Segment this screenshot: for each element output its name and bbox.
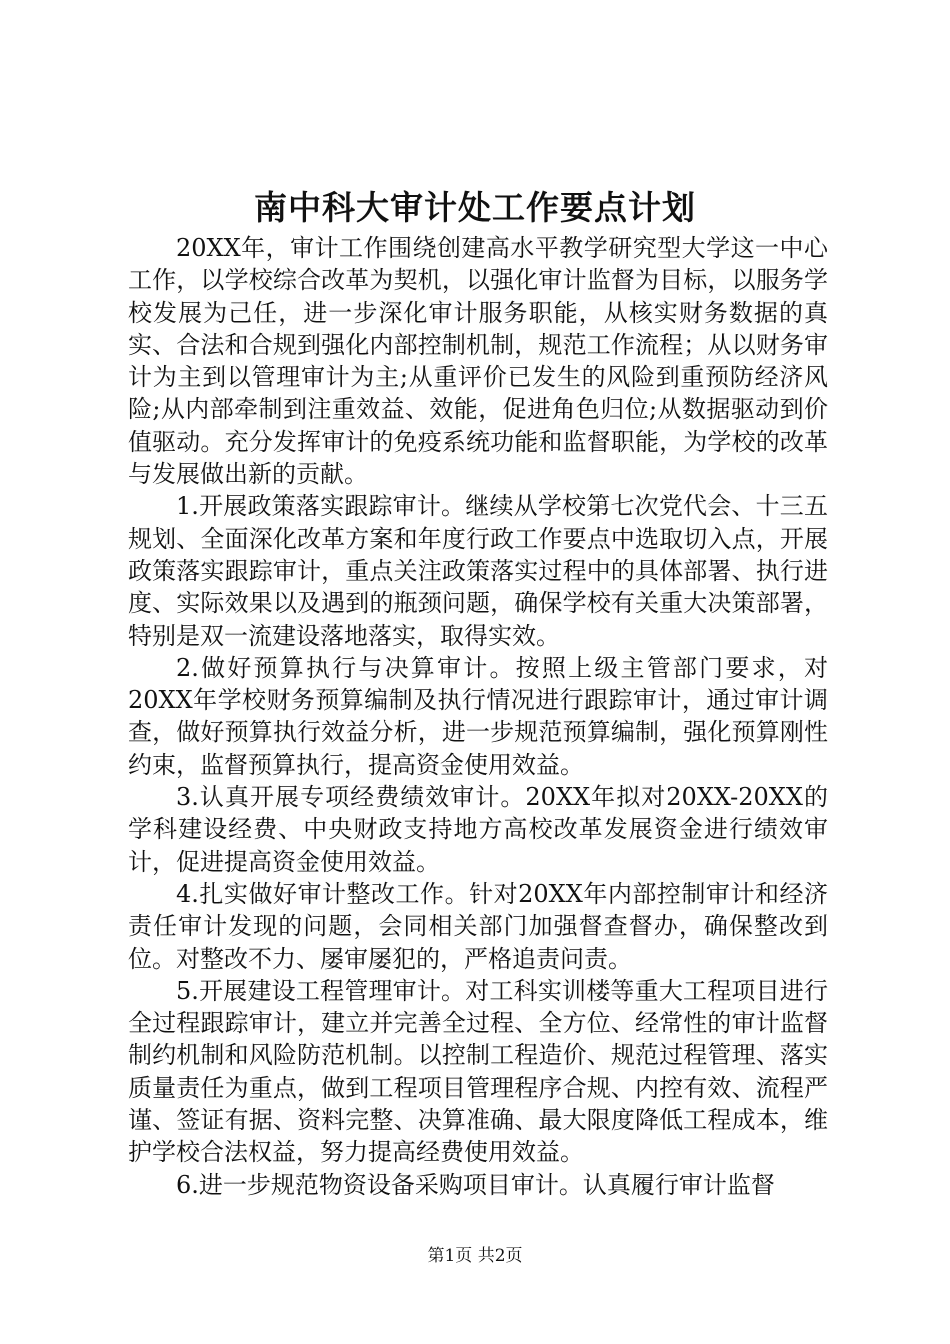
- item-paragraph-3: 3.认真开展专项经费绩效审计。20XX年拟对20XX-20XX的学科建设经费、中央财政支持地方高校改革发展资金进行绩效审计，促进提高资金使用效益。: [128, 783, 828, 876]
- document-body: [128, 232, 828, 1201]
- item-paragraph-2: 2.做好预算执行与决算审计。按照上级主管部门要求，对20XX年学校财务预算编制及执行情况进行跟踪审计，通过审计调查，做好预算执行效益分析，进一步规范预算编制，强化预算刚性约束，监督预算执行，提高资金使用效益。: [128, 653, 828, 779]
- item-paragraph-5: 5.开展建设工程管理审计。对工科实训楼等重大工程项目进行全过程跟踪审计，建立并完善全过程、全方位、经常性的审计监督制约机制和风险防范机制。以控制工程造价、规范过程管理、落实质量责任为重点，做到工程项目管理程序合规、内控有效、流程严谨、签证有据、资料完整、决算准确、最大限度降低工程成本，维护学校合法权益，努力提高经费使用效益。: [128, 976, 828, 1167]
- item-paragraph-1: 1.开展政策落实跟踪审计。继续从学校第七次党代会、十三五规划、全面深化改革方案和年度行政工作要点中选取切入点，开展政策落实跟踪审计，重点关注政策落实过程中的具体部署、执行进度、实际效果以及遇到的瓶颈问题，确保学校有关重大决策部署，特别是双一流建设落地落实，取得实效。: [128, 492, 828, 650]
- page-footer: 第1页 共2页: [427, 1246, 523, 1266]
- item-paragraph-6: 6.进一步规范物资设备采购项目审计。认真履行审计监督: [176, 1170, 775, 1199]
- document-title: 南中科大审计处工作要点计划: [254, 188, 696, 227]
- item-paragraph-4: 4.扎实做好审计整改工作。针对20XX年内部控制审计和经济责任审计发现的问题，会同相关部门加强督查督办，确保整改到位。对整改不力、屡审屡犯的，严格追责问责。: [128, 879, 828, 973]
- intro-paragraph: 20XX年，审计工作围绕创建高水平教学研究型大学这一中心工作，以学校综合改革为契机，以强化审计监督为目标，以服务学校发展为己任，进一步深化审计服务职能，从核实财务数据的真实、合法和合规到强化内部控制机制，规范工作流程；从以财务审计为主到以管理审计为主;从重评价已发生的风险到重预防经济风险;从内部牵制到注重效益、效能，促进角色归位;从数据驱动到价值驱动。充分发挥审计的免疫系统功能和监督职能，为学校的改革与发展做出新的贡献。: [128, 234, 828, 489]
